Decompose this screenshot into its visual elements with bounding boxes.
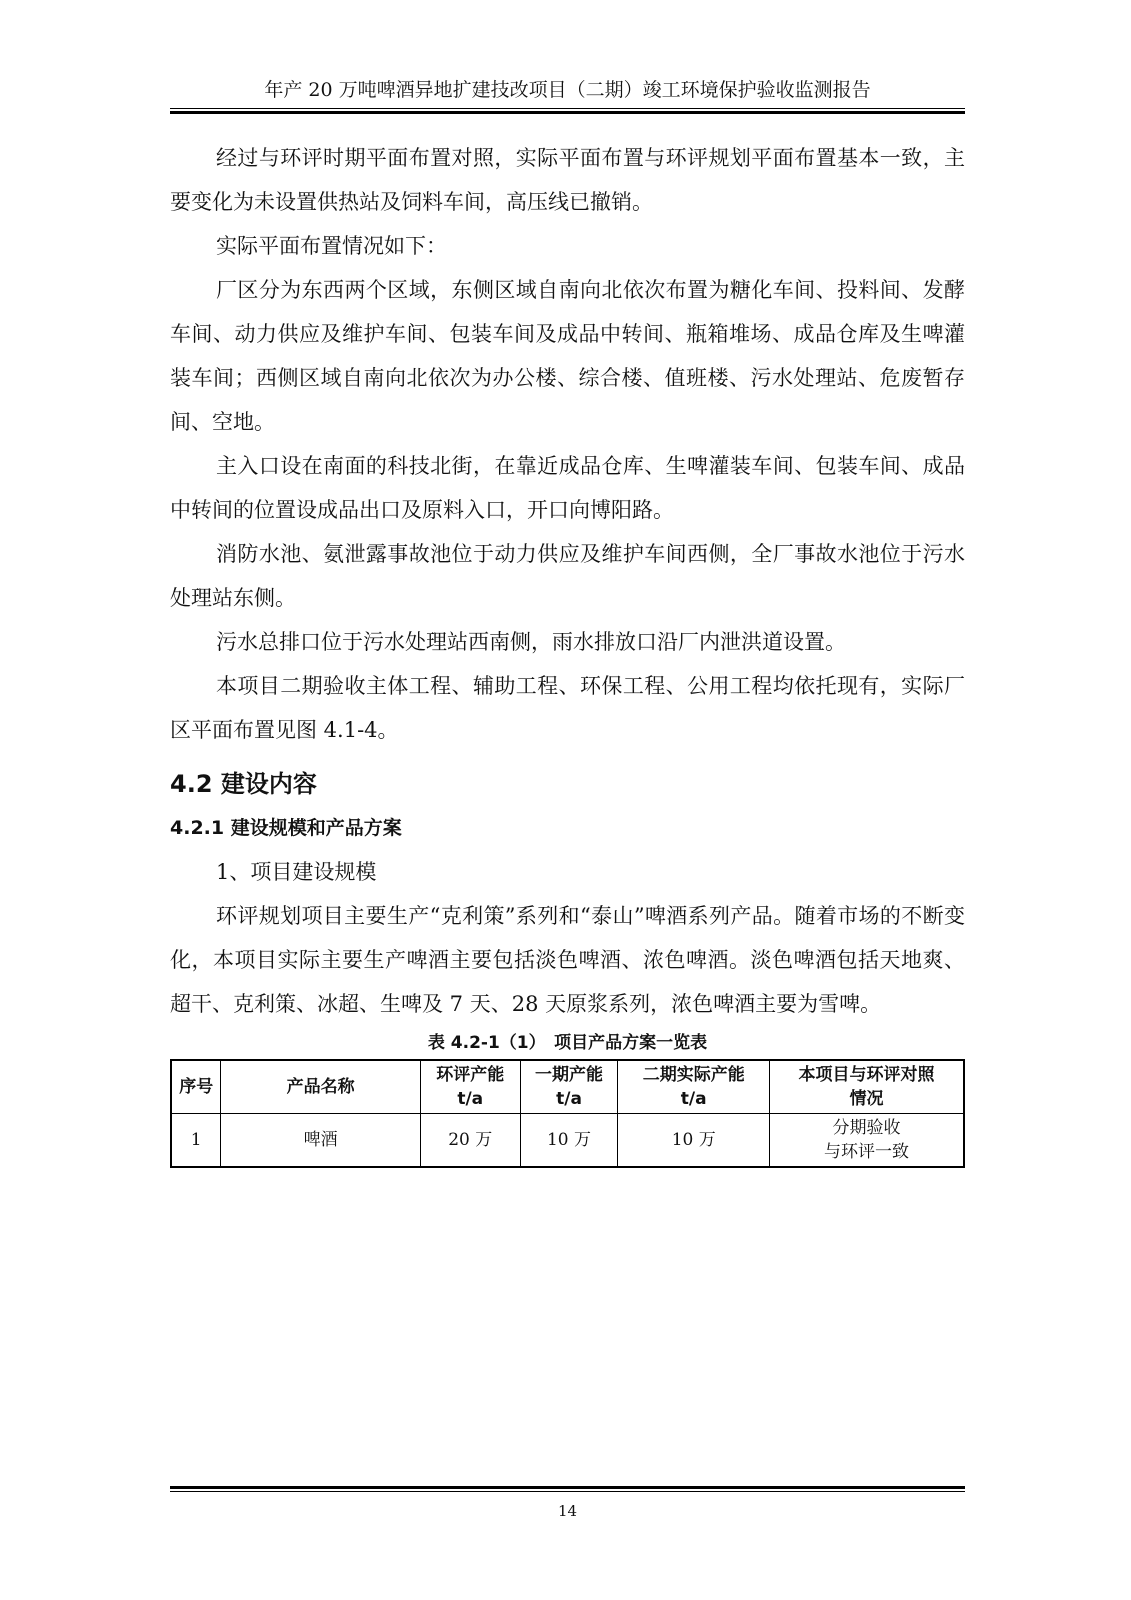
header-rule — [170, 108, 965, 114]
paragraph: 本项目二期验收主体工程、辅助工程、环保工程、公用工程均依托现有，实际厂区平面布置见图 4.1-4。 — [170, 674, 965, 742]
product-plan-table — [170, 1059, 965, 1168]
paragraph: 消防水池、氨泄露事故池位于动力供应及维护车间西侧，全厂事故水池位于污水处理站东侧。 — [170, 542, 965, 610]
table-row — [171, 1114, 964, 1168]
table-caption: 表 4.2-1（1） 项目产品方案一览表 — [427, 1033, 708, 1053]
paragraph: 实际平面布置情况如下： — [216, 234, 447, 258]
paragraph: 经过与环评时期平面布置对照，实际平面布置与环评规划平面布置基本一致，主要变化为未设置供热站及饲料车间，高压线已撤销。 — [170, 146, 965, 214]
header-cell: 二期实际产能 t/a — [618, 1060, 770, 1114]
table-cell: 10 万 — [520, 1114, 618, 1168]
paragraph: 厂区分为东西两个区域，东侧区域自南向北依次布置为糖化车间、投料间、发酵车间、动力供应及维护车间、包装车间及成品中转间、瓶箱堆场、成品仓库及生啤灌装车间；西侧区域自南向北依次为办公楼、综合楼、值班楼、污水处理站、危废暂存间、空地。 — [170, 278, 965, 434]
paragraph: 污水总排口位于污水处理站西南侧，雨水排放口沿厂内泄洪道设置。 — [216, 630, 846, 654]
paragraph: 主入口设在南面的科技北街，在靠近成品仓库、生啤灌装车间、包装车间、成品中转间的位置设成品出口及原料入口，开口向博阳路。 — [170, 454, 965, 522]
page-header: 年产 20 万吨啤酒异地扩建技改项目（二期）竣工环境保护验收监测报告 — [264, 79, 871, 101]
header-cell: 一期产能 t/a — [520, 1060, 618, 1114]
paragraph: 环评规划项目主要生产“克利策”系列和“泰山”啤酒系列产品。随着市场的不断变化，本项目实际主要生产啤酒主要包括淡色啤酒、浓色啤酒。淡色啤酒包括天地爽、超干、克利策、冰超、生啤及 7 天、28 天原浆系列，浓色啤酒主要为雪啤。 — [170, 904, 965, 1016]
table-cell: 10 万 — [618, 1114, 770, 1168]
footer-rule — [170, 1486, 965, 1492]
header-cell: 本项目与环评对照 情况 — [770, 1060, 964, 1114]
header-cell: 产品名称 — [221, 1060, 420, 1114]
list-item: 1、项目建设规模 — [216, 860, 377, 884]
table-cell: 1 — [171, 1114, 221, 1168]
table-cell: 啤酒 — [221, 1114, 420, 1168]
subsection-heading: 4.2.1 建设规模和产品方案 — [170, 817, 402, 839]
header-cell: 环评产能 t/a — [420, 1060, 520, 1114]
table-cell: 分期验收 与环评一致 — [770, 1114, 964, 1168]
table-cell: 20 万 — [420, 1114, 520, 1168]
document-body — [170, 136, 965, 1168]
table-header-row — [171, 1060, 964, 1114]
header-cell: 序号 — [171, 1060, 221, 1114]
page-number: 14 — [557, 1502, 578, 1520]
section-heading: 4.2 建设内容 — [170, 770, 317, 798]
